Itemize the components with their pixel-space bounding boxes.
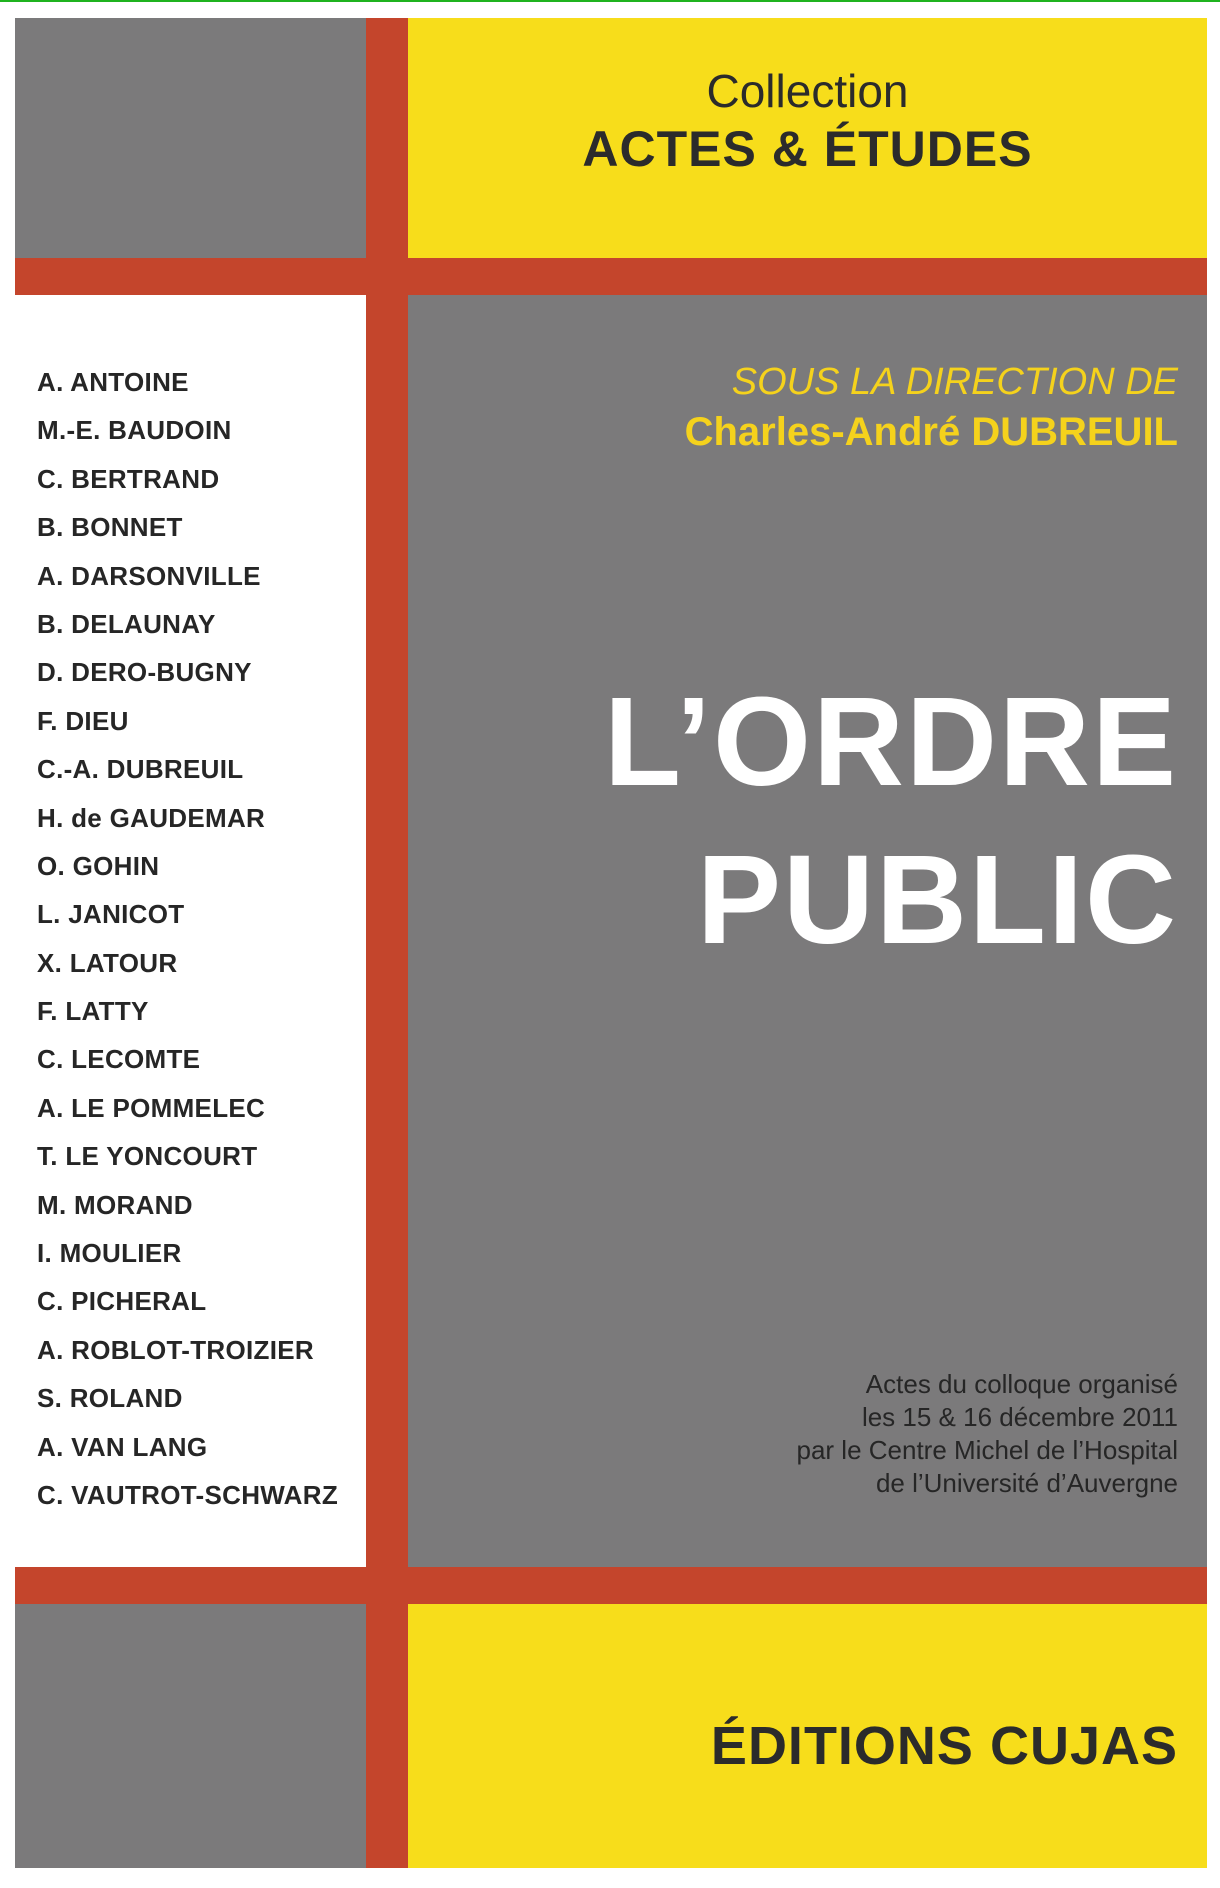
author-name: A. DARSONVILLE bbox=[37, 560, 261, 591]
author-name: B. BONNET bbox=[37, 512, 183, 543]
author-name: D. DERO-BUGNY bbox=[37, 657, 252, 688]
author-name: A. VAN LANG bbox=[37, 1431, 208, 1462]
author-name: C. PICHERAL bbox=[37, 1286, 207, 1317]
colloquium-line: les 15 & 16 décembre 2011 bbox=[861, 1402, 1178, 1432]
editor-block bbox=[408, 358, 1178, 458]
author-name: C. VAUTROT-SCHWARZ bbox=[37, 1479, 339, 1510]
bottom-red-band bbox=[15, 1567, 1207, 1604]
author-name: M.-E. BAUDOIN bbox=[37, 415, 232, 446]
author-name: O. GOHIN bbox=[37, 850, 160, 881]
top-red-band bbox=[15, 258, 1207, 295]
bottom-left-gray-block bbox=[15, 1604, 366, 1868]
title-line-2: PUBLIC bbox=[697, 829, 1178, 970]
publisher-name: ÉDITIONS CUJAS bbox=[710, 1716, 1178, 1776]
author-name: T. LE YONCOURT bbox=[37, 1141, 258, 1172]
author-name: C. LECOMTE bbox=[37, 1044, 201, 1075]
author-name: X. LATOUR bbox=[37, 947, 178, 978]
author-name: C. BERTRAND bbox=[37, 463, 220, 494]
author-name: L. JANICOT bbox=[37, 899, 185, 930]
book-cover bbox=[15, 18, 1207, 1868]
author-name: F. LATTY bbox=[37, 996, 149, 1027]
author-name: F. DIEU bbox=[37, 705, 129, 736]
colloquium-line: par le Centre Michel de l’Hospital bbox=[796, 1435, 1178, 1465]
editor-name: Charles-André DUBREUIL bbox=[684, 410, 1178, 454]
author-name: M. MORAND bbox=[37, 1189, 193, 1220]
direction-label: SOUS LA DIRECTION DE bbox=[731, 361, 1178, 403]
author-name: A. ANTOINE bbox=[37, 367, 189, 397]
title-line-1: L’ORDRE bbox=[603, 671, 1178, 812]
author-name: H. de GAUDEMAR bbox=[37, 802, 266, 833]
colloquium-note bbox=[408, 1368, 1178, 1500]
author-name: A. ROBLOT-TROIZIER bbox=[37, 1334, 314, 1365]
author-name: A. LE POMMELEC bbox=[37, 1092, 266, 1123]
colloquium-line: Actes du colloque organisé bbox=[865, 1369, 1178, 1399]
colloquium-line: de l’Université d’Auvergne bbox=[875, 1468, 1178, 1498]
authors-list bbox=[37, 358, 338, 1519]
top-border-line bbox=[0, 0, 1220, 2]
collection-label: Collection bbox=[706, 65, 909, 117]
book-title bbox=[408, 663, 1178, 979]
collection-heading bbox=[408, 63, 1207, 179]
top-left-gray-block bbox=[15, 18, 366, 258]
author-name: B. DELAUNAY bbox=[37, 608, 216, 639]
author-name: C.-A. DUBREUIL bbox=[37, 754, 244, 785]
collection-name: ACTES & ÉTUDES bbox=[582, 121, 1033, 177]
author-name: I. MOULIER bbox=[37, 1238, 182, 1269]
vertical-red-band bbox=[366, 18, 408, 1868]
author-name: S. ROLAND bbox=[37, 1383, 183, 1414]
